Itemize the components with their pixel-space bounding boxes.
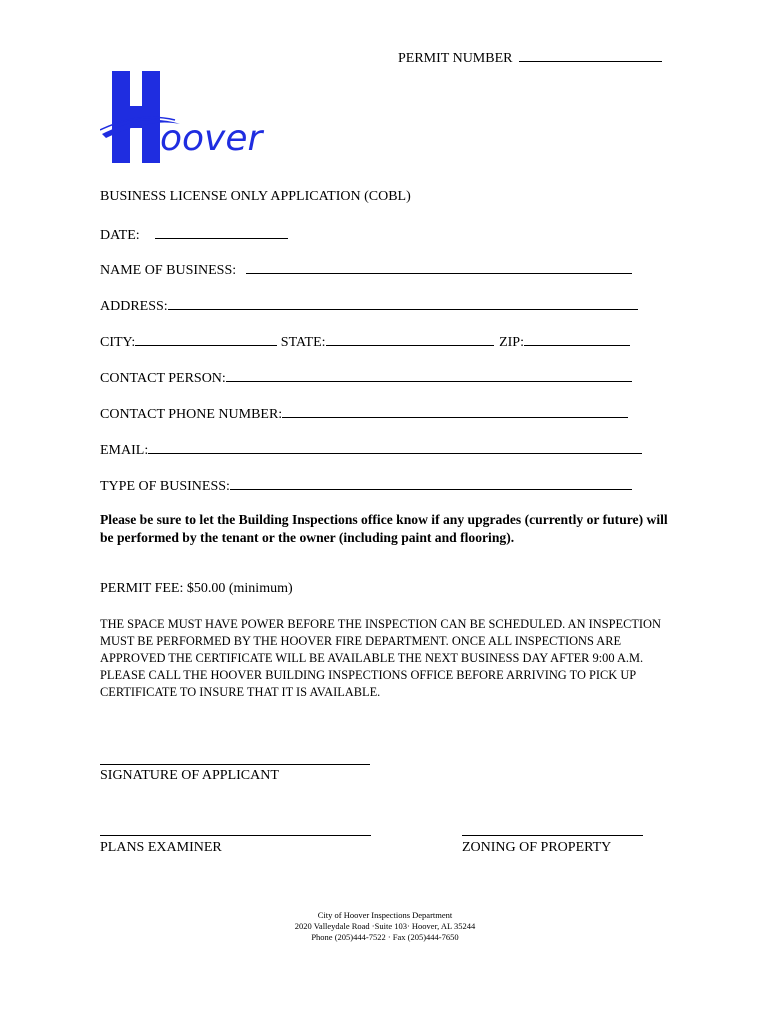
- zoning-label: ZONING OF PROPERTY: [462, 840, 612, 855]
- applicant-signature-line[interactable]: [100, 764, 370, 765]
- inspection-instructions: THE SPACE MUST HAVE POWER BEFORE THE INSPECTION CAN BE SCHEDULED. AN INSPECTION MUST BE PERFORMED BY THE HOOVER FIRE DEPARTMENT. ONCE ALL INSPECTIONS ARE APPROVED THE CERTIFICATE WILL BE AVAILABLE THE NEXT BUSINESS DAY AFTER 9:00 A.M. PLEASE CALL THE HOOVER BUILDING INSPECTIONS OFFICE BEFORE ARRIVING TO PICK UP CERTIFICATE TO INSURE THAT IT IS AVAILABLE.: [100, 617, 661, 699]
- contact-phone-field[interactable]: [282, 404, 628, 418]
- permit-fee: PERMIT FEE: $50.00 (minimum): [100, 581, 293, 596]
- contact-person-label: CONTACT PERSON:: [100, 371, 226, 386]
- address-label: ADDRESS:: [100, 299, 168, 314]
- contact-person-field[interactable]: [226, 368, 632, 382]
- zip-field[interactable]: [524, 332, 630, 346]
- business-type-field[interactable]: [230, 476, 632, 490]
- footer-phone: Phone (205)444-7522 · Fax (205)444-7650: [311, 932, 459, 942]
- form-title: BUSINESS LICENSE ONLY APPLICATION (COBL): [100, 189, 411, 204]
- address-field[interactable]: [168, 296, 638, 310]
- zip-label: ZIP:: [499, 335, 524, 350]
- city-label: CITY:: [100, 335, 136, 350]
- permit-number: [398, 48, 662, 67]
- email-field[interactable]: [148, 440, 642, 454]
- plans-examiner-line[interactable]: [100, 835, 371, 836]
- business-name-field[interactable]: [246, 260, 632, 274]
- business-name-label: NAME OF BUSINESS:: [100, 263, 237, 278]
- email-row: [100, 440, 642, 459]
- address-row: [100, 296, 638, 315]
- zoning-line[interactable]: [462, 835, 643, 836]
- plans-examiner-label: PLANS EXAMINER: [100, 840, 222, 855]
- state-field[interactable]: [326, 332, 494, 346]
- hoover-logo: [100, 68, 265, 164]
- date-label: DATE:: [100, 228, 140, 243]
- hoover-logo-icon: [100, 68, 265, 164]
- permit-number-label: PERMIT NUMBER: [398, 51, 513, 66]
- business-type-label: TYPE OF BUSINESS:: [100, 479, 230, 494]
- upgrade-notice: Please be sure to let the Building Inspections office know if any upgrades (currently or future) will be performed by the tenant or the owner (including paint and flooring).: [100, 512, 668, 545]
- business-name-row: [100, 260, 632, 279]
- date-field[interactable]: [155, 225, 288, 239]
- svg-text:oover: oover: [160, 118, 263, 159]
- date-row: [100, 225, 288, 244]
- permit-number-field[interactable]: [519, 48, 662, 62]
- city-field[interactable]: [135, 332, 277, 346]
- contact-phone-row: [100, 404, 628, 423]
- city-state-zip-row: [100, 332, 630, 351]
- contact-phone-label: CONTACT PHONE NUMBER:: [100, 407, 283, 422]
- footer-department: City of Hoover Inspections Department: [317, 910, 453, 920]
- email-label: EMAIL:: [100, 443, 149, 458]
- state-label: STATE:: [280, 335, 326, 350]
- business-type-row: [100, 476, 632, 495]
- contact-person-row: [100, 368, 632, 387]
- applicant-signature-label: SIGNATURE OF APPLICANT: [100, 768, 279, 783]
- footer-address: 2020 Valleydale Road ·Suite 103· Hoover, AL 35244: [294, 921, 476, 931]
